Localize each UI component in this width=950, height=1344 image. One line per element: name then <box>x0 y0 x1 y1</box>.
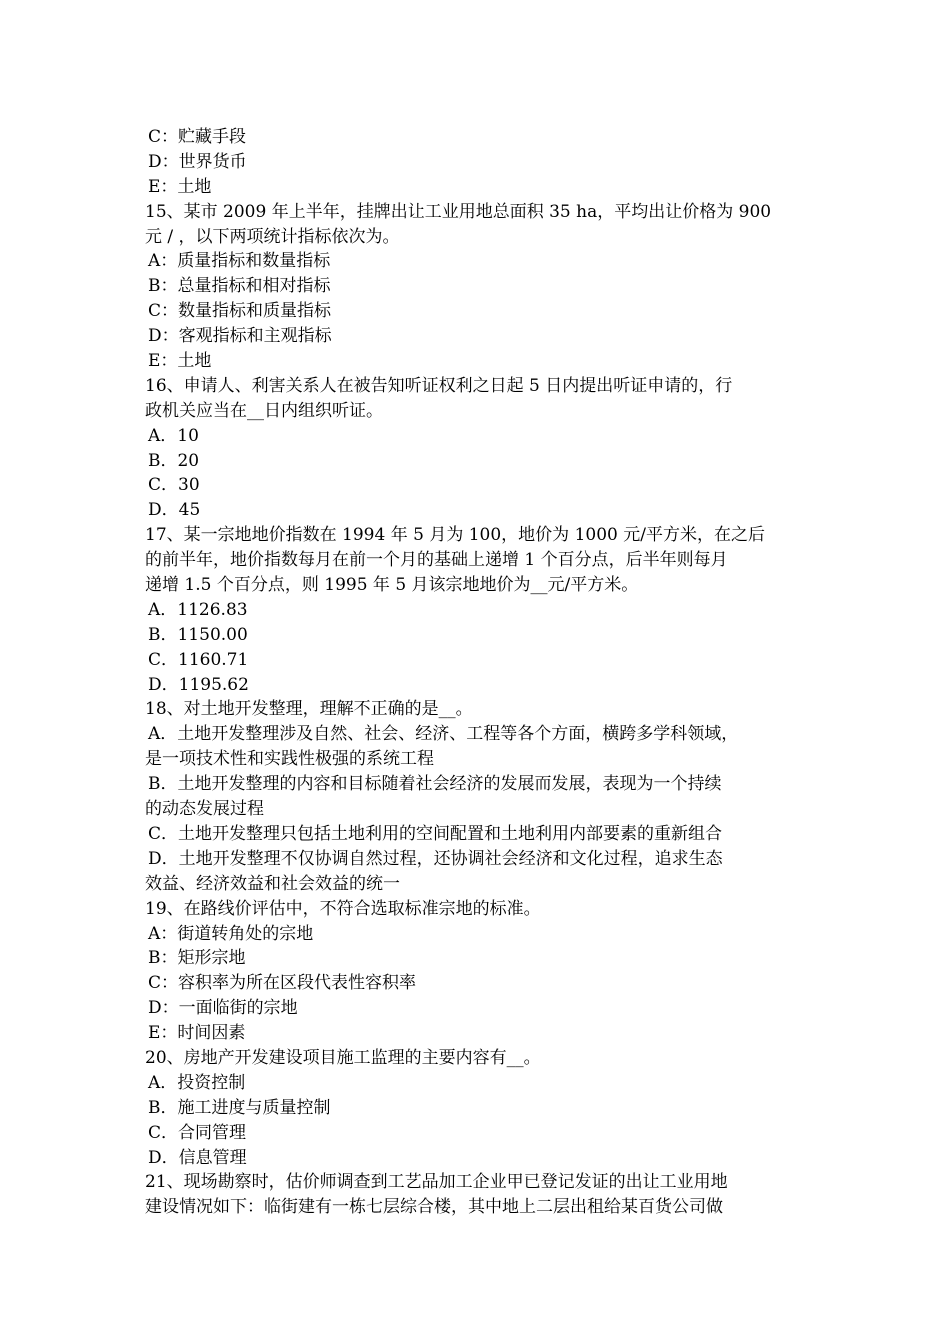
answer-option-line: B：矩形宗地 <box>148 948 246 969</box>
answer-option-line: C：数量指标和质量指标 <box>148 301 332 322</box>
answer-option-line: B：总量指标和相对指标 <box>148 276 331 297</box>
answer-option-line: A．土地开发整理涉及自然、社会、经济、工程等各个方面，横跨多学科领域， <box>148 724 739 745</box>
answer-option-line: B．20 <box>148 450 200 471</box>
answer-option-line: D．1195.62 <box>148 674 249 695</box>
question-text-line: 21、现场勘察时，估价师调查到工艺品加工企业甲已登记发证的出让工业用地 <box>145 1172 728 1193</box>
answer-option-line: D：世界货币 <box>148 151 247 172</box>
question-text-line: 是一项技术性和实践性极强的系统工程 <box>145 749 434 770</box>
answer-option-line: C．1160.71 <box>148 649 249 670</box>
question-text-line: 政机关应当在__日内组织听证。 <box>145 400 383 421</box>
answer-option-line: E：土地 <box>148 176 212 197</box>
question-text-line: 建设情况如下：临街建有一栋七层综合楼，其中地上二层出租给某百货公司做 <box>145 1197 723 1218</box>
question-text-line: 16、申请人、利害关系人在被告知听证权利之日起 5 日内提出听证申请的，行 <box>145 375 733 396</box>
answer-option-line: C．合同管理 <box>148 1122 247 1143</box>
answer-option-line: E：土地 <box>148 351 212 372</box>
answer-option-line: A．10 <box>148 425 199 446</box>
answer-option-line: D．土地开发整理不仅协调自然过程，还协调社会经济和文化过程，追求生态 <box>148 848 723 869</box>
question-text-line: 递增 1.5 个百分点，则 1995 年 5 月该宗地地价为__元/平方米。 <box>145 575 639 596</box>
answer-option-line: A．投资控制 <box>148 1072 246 1093</box>
question-text-line: 19、在路线价评估中，不符合选取标准宗地的标准。 <box>145 898 541 919</box>
question-text-line: 效益、经济效益和社会效益的统一 <box>145 873 400 894</box>
answer-option-line: C．土地开发整理只包括土地利用的空间配置和土地利用内部要素的重新组合 <box>148 823 723 844</box>
answer-option-line: B．土地开发整理的内容和目标随着社会经济的发展而发展，表现为一个持续 <box>148 774 722 795</box>
answer-option-line: A：质量指标和数量指标 <box>148 251 331 272</box>
question-text-line: 元 / ，以下两项统计指标依次为。 <box>145 226 400 247</box>
question-text-line: 的动态发展过程 <box>145 799 264 820</box>
answer-option-line: C．30 <box>148 475 200 496</box>
answer-option-line: A：街道转角处的宗地 <box>148 923 314 944</box>
answer-option-line: D：一面临街的宗地 <box>148 998 298 1019</box>
question-text-line: 18、对土地开发整理，理解不正确的是__。 <box>145 699 473 720</box>
answer-option-line: B．施工进度与质量控制 <box>148 1097 331 1118</box>
question-text-line: 20、房地产开发建设项目施工监理的主要内容有__。 <box>145 1047 541 1068</box>
answer-option-line: C：贮藏手段 <box>148 127 247 147</box>
answer-option-line: E：时间因素 <box>148 1023 246 1044</box>
answer-option-line: D：客观指标和主观指标 <box>148 326 332 347</box>
question-text-line: 15、某市 2009 年上半年，挂牌出让工业用地总面积 35 ha，平均出让价格为 900 <box>145 201 772 222</box>
question-text-line: 17、某一宗地地价指数在 1994 年 5 月为 100，地价为 1000 元/平方米，在之后 <box>145 525 765 546</box>
answer-option-line: A．1126.83 <box>148 599 248 620</box>
answer-option-line: C：容积率为所在区段代表性容积率 <box>148 973 417 994</box>
answer-option-line: D．45 <box>148 500 201 521</box>
answer-option-line: D．信息管理 <box>148 1147 247 1168</box>
answer-option-line: B．1150.00 <box>148 624 248 645</box>
question-text-line: 的前半年，地价指数每月在前一个月的基础上递增 1 个百分点，后半年则每月 <box>145 550 728 571</box>
document-body <box>145 125 825 1220</box>
